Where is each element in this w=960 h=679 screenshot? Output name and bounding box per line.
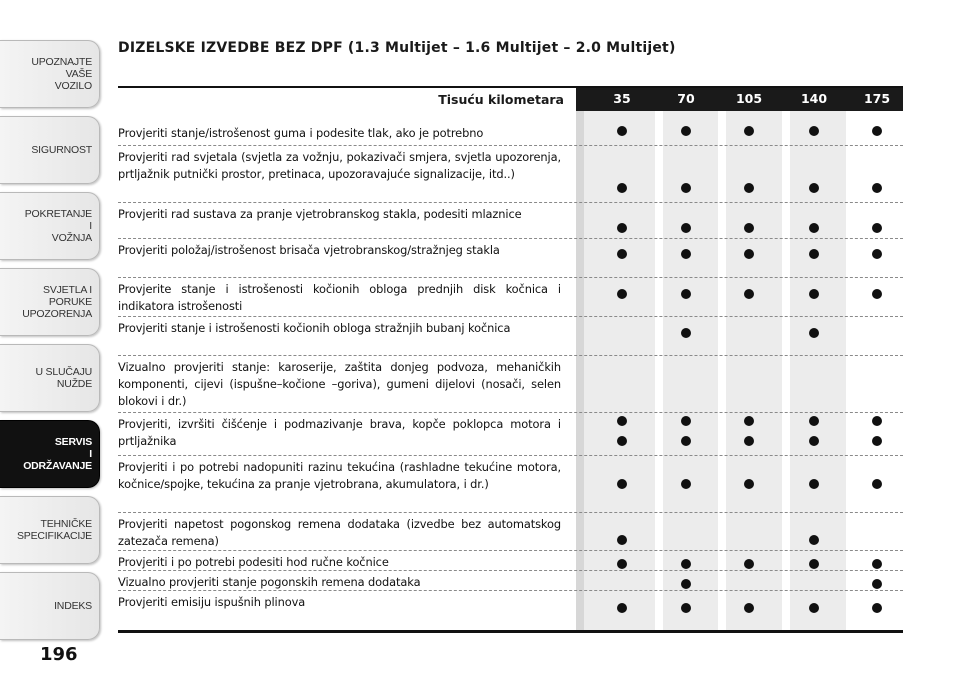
chapter-tab-label: SERVIS	[54, 436, 92, 448]
service-mark-dot	[617, 126, 627, 136]
km-column-header: 175	[863, 91, 891, 106]
service-mark-dot	[681, 126, 691, 136]
table-row	[118, 571, 903, 590]
service-mark-dot	[744, 126, 754, 136]
service-mark-dot	[872, 289, 882, 299]
service-mark-dot	[809, 416, 819, 426]
service-mark-dot	[809, 603, 819, 613]
chapter-tab-label: VAŠE	[65, 68, 92, 80]
service-mark-dot	[744, 479, 754, 489]
chapter-tab-6[interactable]	[0, 420, 100, 488]
service-mark-dot	[681, 603, 691, 613]
km-label: Tisuću kilometara	[438, 92, 564, 107]
chapter-tab-5[interactable]	[0, 344, 100, 412]
km-column-header: 140	[800, 91, 828, 106]
row-description: Provjeriti stanje i istrošenosti kočionih obloga stražnjih bubanj kočnica	[118, 321, 511, 335]
service-mark-dot	[744, 416, 754, 426]
chapter-tab-8[interactable]	[0, 572, 100, 640]
page-title: DIZELSKE IZVEDBE BEZ DPF (1.3 Multijet – 1.6 Multijet – 2.0 Multijet)	[118, 40, 676, 56]
service-mark-dot	[744, 436, 754, 446]
row-description: Provjeriti stanje/istrošenost guma i podesite tlak, ako je potrebno	[118, 126, 484, 140]
service-mark-dot	[872, 126, 882, 136]
service-mark-dot	[681, 579, 691, 589]
row-description: Vizualno provjeriti stanje: karoserije, zaštita donjeg podvoza, mehaničkih komponenti, cijevi (ispušne–kočione –goriva), gumeni dijelovi (nosači, selen blokovi i dr.)	[118, 360, 561, 408]
service-mark-dot	[872, 183, 882, 193]
page-number: 196	[40, 644, 78, 665]
service-mark-dot	[809, 289, 819, 299]
row-description: Provjeriti rad svjetala (svjetla za vožnju, pokazivači smjera, svjetla upozorenja, prtljažnik putnički prostor, pretinaca, upozoravajuće signalizacije, itd..)	[118, 150, 561, 181]
service-mark-dot	[681, 416, 691, 426]
row-description: Provjeriti napetost pogonskog remena dodataka (izvedbe bez automatskog zatezača remena)	[118, 517, 561, 548]
service-mark-dot	[809, 126, 819, 136]
service-mark-dot	[809, 183, 819, 193]
table-row	[118, 591, 903, 613]
service-mark-dot	[681, 289, 691, 299]
service-mark-dot	[744, 223, 754, 233]
service-mark-dot	[744, 289, 754, 299]
service-mark-dot	[681, 479, 691, 489]
chapter-tab-label: UPOZNAJTE	[31, 56, 92, 68]
service-mark-dot	[617, 535, 627, 545]
service-mark-dot	[744, 603, 754, 613]
chapter-tab-label: PORUKE	[48, 296, 92, 308]
table-row	[118, 239, 903, 277]
service-mark-dot	[872, 479, 882, 489]
table-row	[118, 356, 903, 412]
service-mark-dot	[681, 223, 691, 233]
chapter-tab-label: UPOZORENJA	[22, 308, 92, 320]
table-row	[118, 278, 903, 316]
table-row	[118, 413, 903, 455]
service-mark-dot	[872, 603, 882, 613]
service-mark-dot	[681, 436, 691, 446]
service-mark-dot	[809, 479, 819, 489]
chapter-tab-label: U SLUČAJU	[35, 366, 92, 378]
chapter-tab-7[interactable]	[0, 496, 100, 564]
chapter-tab-label: I	[89, 220, 92, 232]
header-rule	[118, 86, 903, 88]
table-row	[118, 317, 903, 355]
service-mark-dot	[617, 183, 627, 193]
row-description: Provjeriti i po potrebi nadopuniti razinu tekućina (rashladne tekućine motora, kočnice/spojke, tekućina za pranje vjetrobrana, akumulatora, i dr.)	[118, 460, 561, 491]
chapter-tab-label: INDEKS	[54, 600, 92, 612]
row-description: Provjerite stanje i istrošenosti kočionih obloga prednjih disk kočnica i indikatora istrošenosti	[118, 282, 561, 313]
service-mark-dot	[809, 559, 819, 569]
table-row	[118, 513, 903, 550]
service-mark-dot	[744, 183, 754, 193]
table-row	[118, 122, 903, 145]
chapter-tab-label: VOZILO	[54, 80, 92, 92]
row-description: Vizualno provjeriti stanje pogonskih remena dodataka	[118, 575, 421, 589]
service-mark-dot	[681, 328, 691, 338]
service-mark-dot	[872, 436, 882, 446]
service-mark-dot	[617, 249, 627, 259]
chapter-tab-3[interactable]	[0, 192, 100, 260]
service-mark-dot	[809, 223, 819, 233]
service-mark-dot	[809, 328, 819, 338]
service-mark-dot	[872, 579, 882, 589]
service-mark-dot	[617, 479, 627, 489]
service-mark-dot	[617, 603, 627, 613]
row-description: Provjeriti rad sustava za pranje vjetrobranskog stakla, podesiti mlaznice	[118, 207, 522, 221]
chapter-tab-label: SIGURNOST	[31, 144, 92, 156]
service-mark-dot	[744, 249, 754, 259]
chapter-tab-label: NUŽDE	[56, 378, 92, 390]
km-column-header: 105	[735, 91, 763, 106]
chapter-tab-label: VOŽNJA	[51, 232, 92, 244]
chapter-tab-1[interactable]	[0, 40, 100, 108]
chapter-tab-label: I	[89, 448, 92, 460]
row-description: Provjeriti i po potrebi podesiti hod ručne kočnice	[118, 555, 389, 569]
table-row	[118, 456, 903, 512]
km-column-header: 35	[613, 91, 631, 106]
chapter-tab-label: ODRŽAVANJE	[23, 460, 92, 472]
chapter-tab-label: SPECIFIKACIJE	[16, 530, 92, 542]
service-mark-dot	[872, 249, 882, 259]
row-description: Provjeriti emisiju ispušnih plinova	[118, 595, 306, 609]
table-row	[118, 551, 903, 570]
row-description: Provjeriti položaj/istrošenost brisača vjetrobranskog/stražnjeg stakla	[118, 243, 500, 257]
km-column-header: 70	[677, 91, 695, 106]
table-bottom-rule	[118, 630, 903, 633]
service-mark-dot	[617, 223, 627, 233]
chapter-tab-label: POKRETANJE	[24, 208, 92, 220]
table-row	[118, 203, 903, 238]
service-mark-dot	[809, 249, 819, 259]
service-mark-dot	[617, 289, 627, 299]
service-mark-dot	[809, 535, 819, 545]
service-mark-dot	[744, 559, 754, 569]
service-mark-dot	[617, 559, 627, 569]
service-mark-dot	[617, 436, 627, 446]
service-mark-dot	[872, 223, 882, 233]
service-mark-dot	[681, 249, 691, 259]
service-mark-dot	[681, 559, 691, 569]
chapter-tab-4[interactable]	[0, 268, 100, 336]
row-description: Provjeriti, izvršiti čišćenje i podmazivanje brava, kopče poklopca motora i prtljažnika	[118, 417, 561, 448]
chapter-tab-label: SVJETLA I	[43, 284, 92, 296]
service-mark-dot	[681, 183, 691, 193]
service-mark-dot	[617, 416, 627, 426]
chapter-tab-2[interactable]	[0, 116, 100, 184]
service-mark-dot	[809, 436, 819, 446]
service-mark-dot	[872, 416, 882, 426]
service-mark-dot	[872, 559, 882, 569]
chapter-tab-label: TEHNIČKE	[40, 518, 92, 530]
table-row	[118, 146, 903, 202]
